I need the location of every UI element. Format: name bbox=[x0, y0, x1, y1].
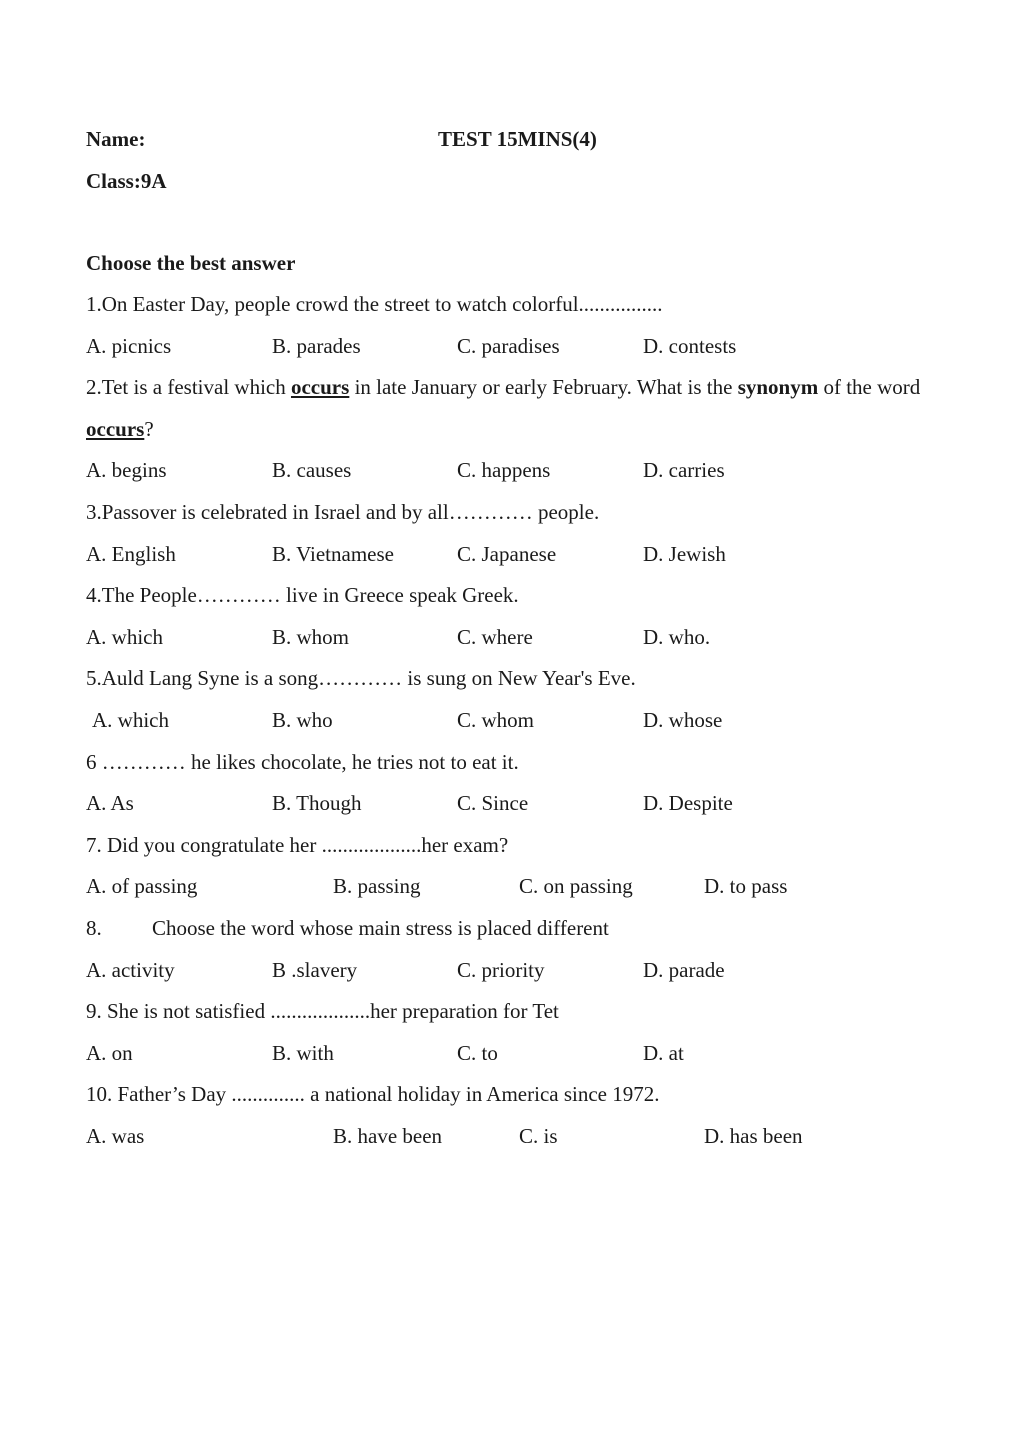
header bbox=[86, 118, 946, 160]
stem-text: in late January or early February. What is the bbox=[349, 375, 738, 400]
option-b: B. Though bbox=[272, 791, 362, 816]
question-2-stem bbox=[86, 367, 946, 450]
option-c: C. where bbox=[457, 624, 533, 649]
question-7-stem: 7. Did you congratulate her ...................her exam? bbox=[86, 832, 509, 857]
option-c: C. happens bbox=[457, 458, 551, 483]
class-label: Class:9A bbox=[86, 169, 167, 193]
worksheet bbox=[86, 118, 946, 1157]
option-a: A. activity bbox=[86, 957, 175, 982]
bold-word: synonym bbox=[737, 375, 819, 400]
option-d: D. contests bbox=[643, 333, 737, 358]
option-a: A. which bbox=[86, 624, 163, 649]
option-c: C. is bbox=[519, 1123, 558, 1148]
option-b: B. passing bbox=[333, 874, 421, 899]
option-b: B. causes bbox=[272, 458, 352, 483]
question-5-stem: 5.Auld Lang Syne is a song………… is sung on New Year's Eve. bbox=[86, 666, 636, 691]
option-a: A. As bbox=[86, 791, 134, 816]
question-5-options bbox=[86, 700, 946, 742]
question-7-options bbox=[86, 866, 946, 908]
option-d: D. who. bbox=[643, 624, 711, 649]
stem-text: Choose the word whose main stress is placed different bbox=[152, 915, 609, 940]
option-d: D. parade bbox=[643, 957, 725, 982]
question-4-options bbox=[86, 617, 946, 659]
option-c: C. Japanese bbox=[457, 541, 557, 566]
option-d: D. Jewish bbox=[643, 541, 726, 566]
option-d: D. Despite bbox=[643, 791, 733, 816]
option-d: D. whose bbox=[643, 707, 723, 732]
underlined-word: occurs bbox=[290, 375, 350, 400]
question-9-options bbox=[86, 1033, 946, 1075]
question-6-stem: 6 ………… he likes chocolate, he tries not to eat it. bbox=[86, 749, 519, 774]
question-6-options bbox=[86, 783, 946, 825]
option-b: B. parades bbox=[272, 333, 361, 358]
option-c: C. Since bbox=[457, 791, 529, 816]
option-b: B. who bbox=[272, 707, 333, 732]
question-10-options bbox=[86, 1116, 946, 1158]
option-a: A. of passing bbox=[86, 874, 198, 899]
question-1-stem: 1.On Easter Day, people crowd the street to watch colorful................ bbox=[86, 292, 663, 316]
option-b: B. whom bbox=[272, 624, 350, 649]
question-3-options bbox=[86, 534, 946, 576]
underlined-word: occurs bbox=[86, 416, 145, 441]
option-d: D. carries bbox=[643, 458, 725, 483]
option-c: C. whom bbox=[457, 707, 535, 732]
stem-text: of the word bbox=[818, 375, 921, 400]
question-9-stem: 9. She is not satisfied ...................her preparation for Tet bbox=[86, 999, 559, 1024]
question-1-options bbox=[86, 326, 946, 368]
question-3-stem: 3.Passover is celebrated in Israel and by all………… people. bbox=[86, 499, 600, 524]
name-label: Name: bbox=[86, 127, 146, 151]
option-a: A. English bbox=[86, 541, 176, 566]
option-a: A. on bbox=[86, 1040, 133, 1065]
question-2-options bbox=[86, 450, 946, 492]
option-d: D. at bbox=[643, 1040, 684, 1065]
option-a: A. was bbox=[86, 1123, 145, 1148]
option-c: C. on passing bbox=[519, 874, 633, 899]
option-b: B. Vietnamese bbox=[272, 541, 394, 566]
option-b: B. with bbox=[272, 1040, 334, 1065]
option-b: B. have been bbox=[333, 1123, 443, 1148]
stem-text: ? bbox=[144, 416, 154, 441]
option-d: D. has been bbox=[704, 1123, 803, 1148]
option-a: A. which bbox=[92, 707, 169, 732]
option-a: A. begins bbox=[86, 458, 167, 483]
question-8-options bbox=[86, 950, 946, 992]
option-a: A. picnics bbox=[86, 333, 172, 358]
question-4-stem: 4.The People………… live in Greece speak Greek. bbox=[86, 583, 519, 608]
stem-text: 2.Tet is a festival which bbox=[86, 375, 291, 400]
test-title: TEST 15MINS(4) bbox=[438, 127, 597, 151]
option-d: D. to pass bbox=[704, 874, 788, 899]
question-8-stem bbox=[86, 908, 946, 950]
question-10-stem: 10. Father’s Day .............. a national holiday in America since 1972. bbox=[86, 1082, 660, 1107]
question-number: 8. bbox=[86, 915, 102, 940]
option-c: C. priority bbox=[457, 957, 545, 982]
instruction: Choose the best answer bbox=[86, 251, 296, 275]
option-b: B .slavery bbox=[272, 957, 358, 982]
option-c: C. paradises bbox=[457, 333, 560, 358]
option-c: C. to bbox=[457, 1040, 498, 1065]
